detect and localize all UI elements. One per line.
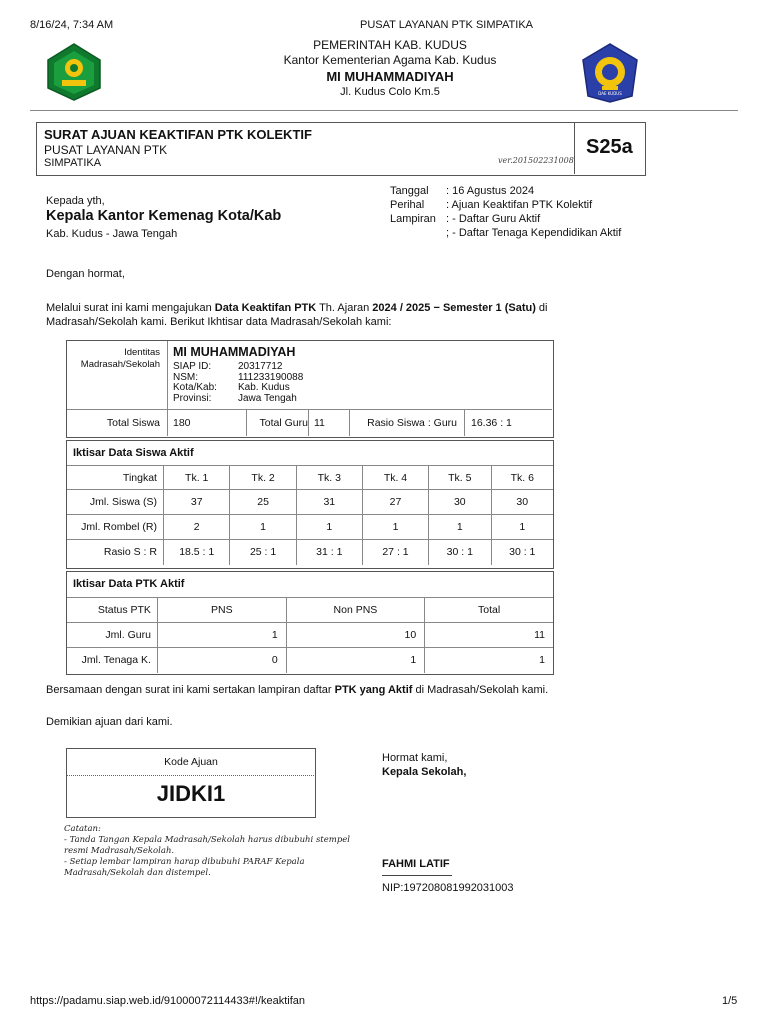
siswa-table (67, 465, 553, 565)
letterhead-school: MI MUHAMMADIYAH (326, 69, 454, 84)
siswa-cell: 25 (230, 490, 296, 515)
siswa-header-cell: Tingkat (67, 466, 163, 490)
ptk-cell: 11 (425, 623, 553, 648)
totals-sep-1 (167, 410, 168, 436)
siswa-row (67, 540, 553, 565)
rasio-label: Rasio Siswa : Guru (367, 417, 457, 429)
ptk-cell: 1 (425, 648, 553, 673)
ptk-row-label: Jml. Guru (67, 623, 157, 648)
form-code-divider (574, 123, 575, 174)
lampiran-value-2: ; - Daftar Tenaga Kependidikan Aktif (446, 227, 622, 239)
total-guru-value: 11 (314, 417, 325, 429)
recipient-location: Kab. Kudus - Jawa Tengah (46, 228, 178, 240)
siswa-row (67, 490, 553, 515)
signature-role: Kepala Sekolah, (382, 766, 467, 778)
total-guru-label: Total Guru (259, 417, 308, 429)
letterhead-address: Jl. Kudus Colo Km.5 (340, 86, 440, 98)
intro-text-3: di (535, 302, 548, 314)
siswa-cell: 30 (429, 490, 491, 515)
signature-nip: NIP:197208081992031003 (382, 882, 514, 894)
siswa-cell: 1 (362, 515, 428, 540)
notes-line: Madrasah/Sekolah dan distempel. (64, 868, 211, 878)
nsm-value: 111233190088 (238, 371, 304, 383)
siswa-header-cell: Tk. 6 (491, 466, 553, 490)
notes-line: - Setiap lembar lampiran harap dibubuhi PARAF Kepala (64, 857, 305, 867)
notes-line: resmi Madrasah/Sekolah. (64, 846, 175, 856)
kota-label: Kota/Kab: (173, 382, 217, 393)
identity-divider (167, 341, 168, 409)
school-logo-caption: DAE KUDUS (598, 91, 622, 96)
closing-paragraph (46, 684, 548, 696)
closing-text-1: Bersamaan dengan surat ini kami sertakan lampiran daftar (46, 684, 335, 696)
siswa-header-cell: Tk. 1 (163, 466, 230, 490)
identity-detail-labels (173, 362, 217, 404)
ptk-table (67, 597, 553, 673)
form-app: SIMPATIKA (44, 157, 102, 169)
total-siswa-label: Total Siswa (106, 417, 160, 429)
print-page-title: PUSAT LAYANAN PTK SIMPATIKA (360, 19, 533, 31)
siswa-cell: 27 (362, 490, 428, 515)
totals-sep-3 (308, 410, 309, 436)
notes-title: Catatan: (64, 824, 101, 834)
siswa-row (67, 515, 553, 540)
siap-value: 20317712 (238, 361, 283, 372)
ptk-cell: 0 (157, 648, 286, 673)
identity-name: MI MUHAMMADIYAH (173, 345, 296, 359)
siswa-row-label: Rasio S : R (67, 540, 163, 565)
siswa-cell: 31 : 1 (296, 540, 362, 565)
print-datetime: 8/16/24, 7:34 AM (30, 19, 114, 31)
siswa-row-label: Jml. Siswa (S) (67, 490, 163, 515)
ptk-row (67, 648, 553, 673)
closing-bold: PTK yang Aktif (334, 684, 413, 696)
lampiran-label: Lampiran (390, 213, 436, 225)
ptk-cell: 1 (157, 623, 286, 648)
ptk-header-cell: Status PTK (67, 598, 157, 623)
recipient-name: Kepala Kantor Kemenag Kota/Kab (46, 208, 282, 224)
totals-row (67, 410, 552, 436)
closing-line2: Demikian ajuan dari kami. (46, 716, 173, 728)
siswa-cell: 30 : 1 (429, 540, 491, 565)
kemenag-logo-icon (44, 42, 104, 102)
ptk-cell: 10 (286, 623, 425, 648)
ptk-header-cell: Non PNS (286, 598, 425, 623)
kode-ajuan-value: JIDKI1 (156, 781, 226, 806)
notes (64, 824, 350, 879)
ptk-row-label: Jml. Tenaga K. (67, 648, 157, 673)
tanggal-label: Tanggal (390, 185, 429, 197)
perihal-label: Perihal (390, 199, 425, 211)
siap-label: SIAP ID: (173, 361, 212, 372)
siswa-cell: 25 : 1 (230, 540, 296, 565)
tanggal-value: : 16 Agustus 2024 (446, 185, 535, 197)
print-url[interactable]: https://padamu.siap.web.id/91000072114433#!/keaktifan (30, 995, 305, 1007)
letterhead-line1: PEMERINTAH KAB. KUDUS (313, 38, 467, 52)
siswa-header-row (67, 466, 553, 490)
ptk-title: Iktisar Data PTK Aktif (73, 578, 185, 590)
intro-paragraph-line1 (46, 302, 548, 314)
recipient-greeting: Kepada yth, (46, 195, 105, 207)
siswa-header-cell: Tk. 5 (429, 466, 491, 490)
siswa-cell: 1 (230, 515, 296, 540)
siswa-cell: 1 (296, 515, 362, 540)
siswa-row-label: Jml. Rombel (R) (67, 515, 163, 540)
signature-regards: Hormat kami, (382, 752, 448, 764)
identity-label: Identitas Madrasah/Sekolah (80, 347, 160, 370)
kode-ajuan-label: Kode Ajuan (164, 756, 218, 768)
print-page-number: 1/5 (722, 995, 738, 1007)
kode-ajuan-divider (67, 775, 314, 776)
siswa-cell: 2 (163, 515, 230, 540)
letterhead-line2: Kantor Kementerian Agama Kab. Kudus (283, 53, 497, 67)
form-subtitle: PUSAT LAYANAN PTK (44, 143, 168, 157)
intro-text-1: Melalui surat ini kami mengajukan (46, 302, 215, 314)
ptk-header-cell: Total (425, 598, 553, 623)
siswa-cell: 30 (491, 490, 553, 515)
rasio-value: 16.36 : 1 (471, 417, 512, 429)
nsm-label: NSM: (173, 371, 198, 383)
notes-line: - Tanda Tangan Kepala Madrasah/Sekolah harus dibubuhi stempel (64, 835, 351, 845)
ptk-cell: 1 (286, 648, 425, 673)
siswa-header-cell: Tk. 4 (362, 466, 428, 490)
siswa-cell: 18.5 : 1 (163, 540, 230, 565)
lampiran-value-1: : - Daftar Guru Aktif (446, 213, 541, 225)
ptk-header-cell: PNS (157, 598, 286, 623)
intro-paragraph-line2: Madrasah/Sekolah kami. Berikut Ikhtisar data Madrasah/Sekolah kami: (46, 316, 392, 328)
form-title: SURAT AJUAN KEAKTIFAN PTK KOLEKTIF (44, 127, 312, 142)
closing-text-2: di Madrasah/Sekolah kami. (412, 684, 549, 696)
ptk-row (67, 623, 553, 648)
siswa-header-cell: Tk. 2 (230, 466, 296, 490)
siswa-cell: 31 (296, 490, 362, 515)
siswa-title: Iktisar Data Siswa Aktif (73, 447, 194, 459)
siswa-cell: 30 : 1 (491, 540, 553, 565)
totals-sep-5 (464, 410, 465, 436)
perihal-value: : Ajuan Keaktifan PTK Kolektif (446, 199, 593, 211)
letterhead-divider (30, 110, 738, 111)
kota-value: Kab. Kudus (238, 382, 290, 393)
provinsi-label: Provinsi: (173, 392, 212, 404)
siswa-cell: 27 : 1 (362, 540, 428, 565)
intro-bold-2: 2024 / 2025 − Semester 1 (Satu) (372, 302, 536, 314)
school-logo-icon (580, 42, 640, 104)
intro-bold-1: Data Keaktifan PTK (214, 302, 317, 314)
siswa-cell: 1 (491, 515, 553, 540)
intro-text-2: Th. Ajaran (316, 302, 373, 314)
provinsi-value: Jawa Tengah (238, 392, 297, 404)
siswa-cell: 37 (163, 490, 230, 515)
signature-underline (382, 875, 452, 876)
identity-detail-values (238, 362, 303, 404)
ptk-header-row (67, 598, 553, 623)
signature-name: FAHMI LATIF (382, 858, 450, 870)
siswa-header-cell: Tk. 3 (296, 466, 362, 490)
form-version: ver.201502231008 (498, 156, 574, 165)
siswa-cell: 1 (429, 515, 491, 540)
form-code: S25a (586, 136, 633, 158)
total-siswa-value: 180 (173, 417, 191, 429)
salutation: Dengan hormat, (46, 268, 125, 280)
